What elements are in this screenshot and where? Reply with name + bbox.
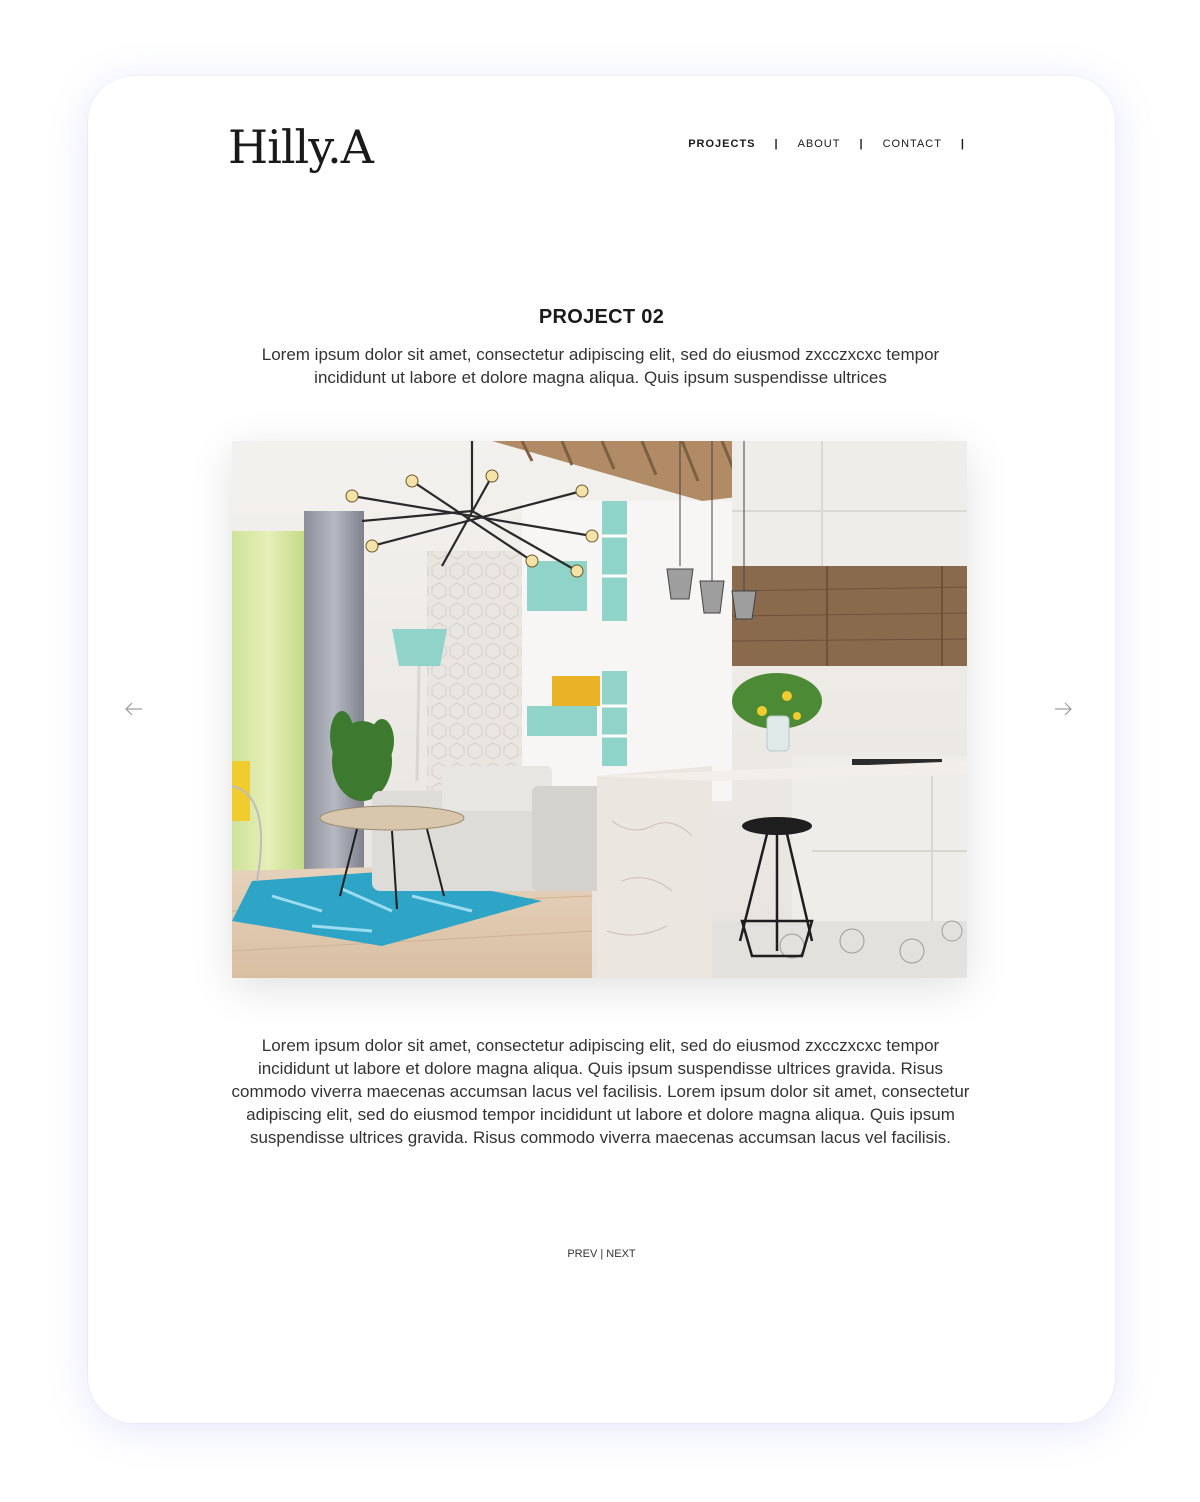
project-image [232,441,967,978]
nav-projects[interactable]: PROJECTS [688,138,756,150]
project-lead: Lorem ipsum dolor sit amet, consectetur adipiscing elit, sed do eiusmod zxcczxcxc tempor incididunt ut labore et dolore magna aliqua. Quis ipsum suspendisse ultrices [261,345,940,387]
nav-contact[interactable]: CONTACT [882,138,942,150]
top-nav [688,138,965,150]
page-card [88,76,1115,1423]
project-title: PROJECT 02 [538,306,665,328]
project-body: Lorem ipsum dolor sit amet, consectetur adipiscing elit, sed do eiusmod zxcczxcxc tempor incididunt ut labore et dolore magna aliqua. Quis ipsum suspendisse ultrices gravida. Risus commodo viverra maecenas accumsan lacus vel facilisis. Lorem ipsum dolor sit amet, consectetur adipiscing elit, sed do eiusmod tempor incididunt ut labore et dolore magna aliqua. Quis ipsum suspendisse ultrices gravida. Risus commodo viverra maecenas accumsan lacus vel facilisis. [231,1036,970,1147]
nav-separator: | [960,138,965,150]
next-link[interactable]: NEXT [606,1248,636,1260]
brand-logo[interactable]: Hilly.A [228,120,373,174]
prev-link[interactable]: PREV [567,1248,598,1260]
pager-separator: | [600,1248,604,1260]
nav-separator: | [774,138,779,150]
interior-illustration [232,441,967,978]
nav-about[interactable]: ABOUT [797,138,841,150]
arrow-left-icon[interactable] [123,698,145,720]
pagination [88,1248,1115,1260]
arrow-right-icon[interactable] [1052,698,1074,720]
nav-separator: | [859,138,864,150]
